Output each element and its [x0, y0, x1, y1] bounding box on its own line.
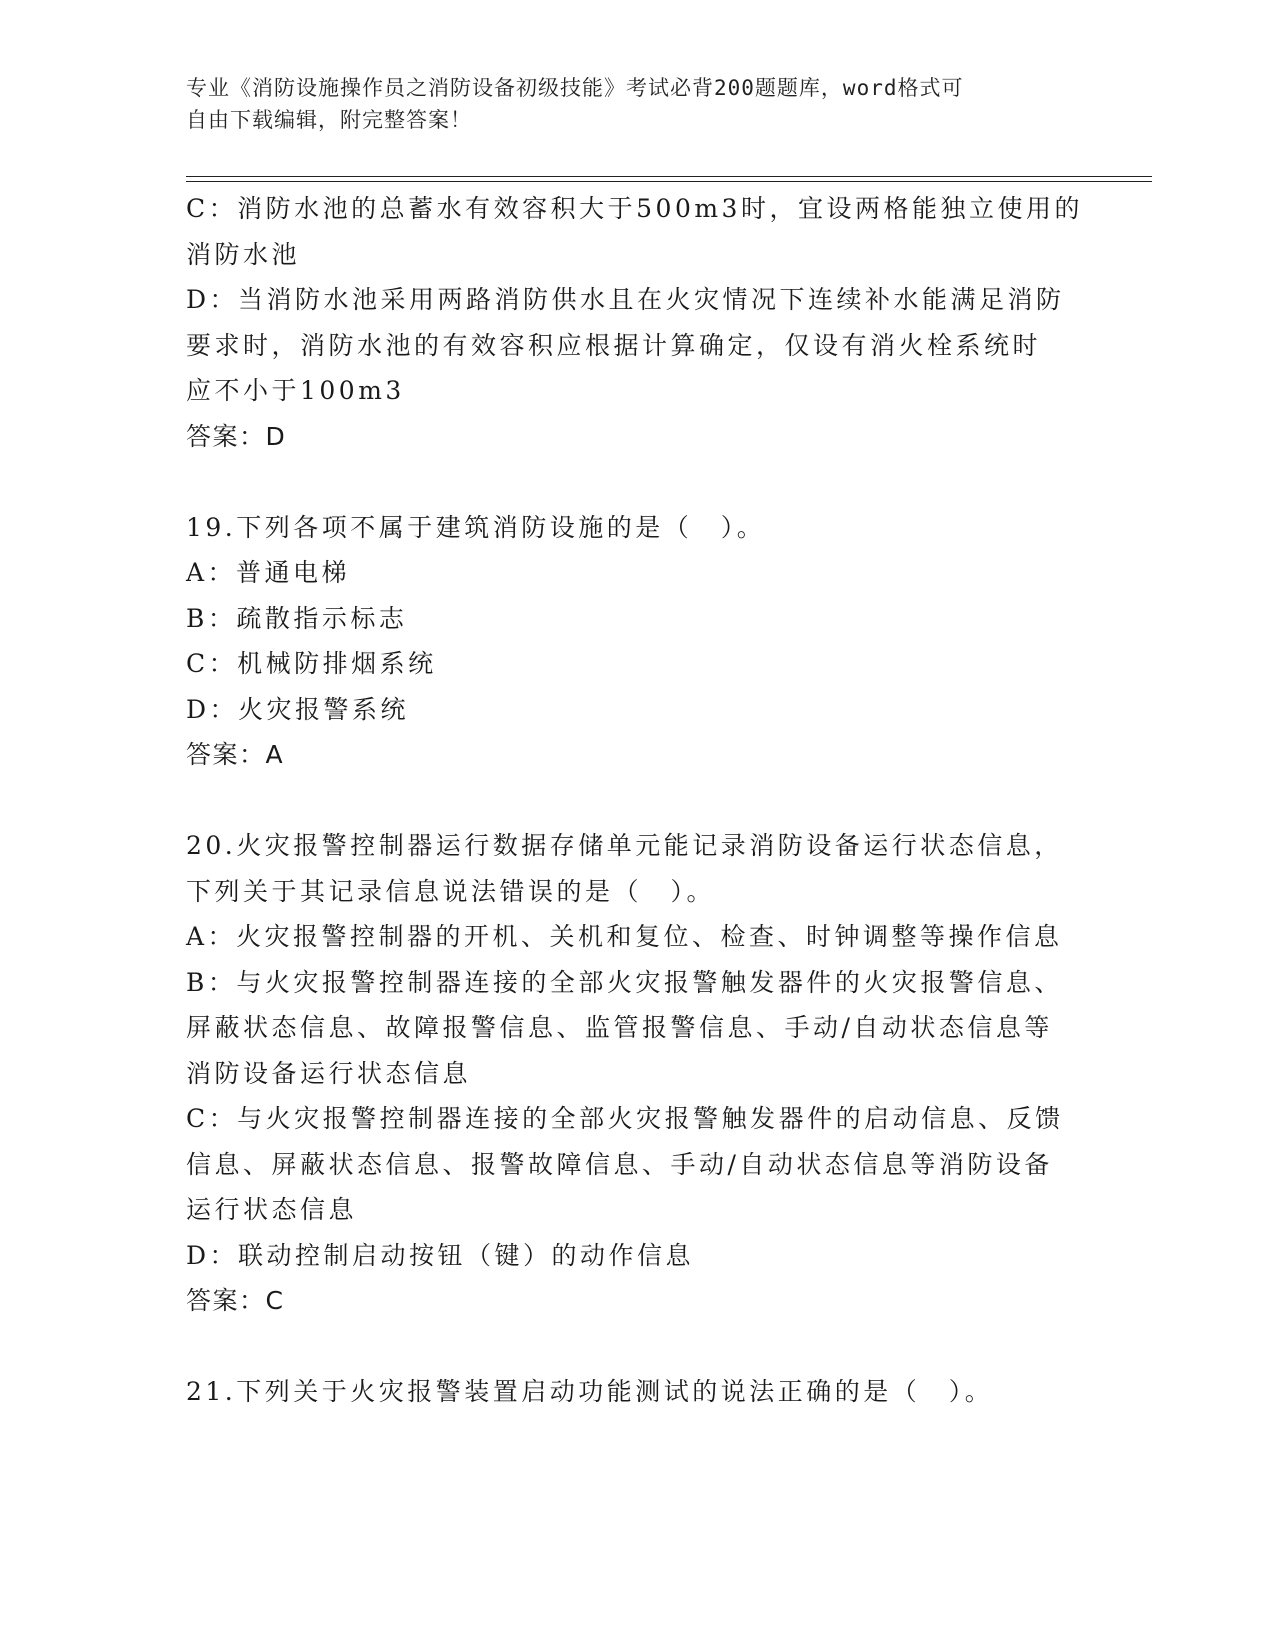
question-stem: 19.下列各项不属于建筑消防设施的是（ ）。 [186, 512, 766, 542]
option-a: A：普通电梯 [186, 558, 351, 587]
option-d: D：联动控制启动按钮（键）的动作信息 [186, 1240, 695, 1270]
option-c-line-1: C：消防水池的总蓄水有效容积大于500m3时，宜设两格能独立使用的 [186, 194, 1083, 223]
spacer [186, 778, 1086, 824]
option-b: B：疏散指示标志 [186, 603, 408, 633]
option-b-line-1: B：与火灾报警控制器连接的全部火灾报警触发器件的火灾报警信息、 [186, 967, 1063, 997]
option-d-line-2: 要求时，消防水池的有效容积应根据计算确定，仅设有消火栓系统时 [186, 330, 1042, 360]
header-divider [186, 176, 1152, 177]
answer-label: 答案：C [186, 1286, 285, 1315]
option-c-line-2: 消防水池 [186, 239, 301, 269]
option-b-line-3: 消防设备运行状态信息 [186, 1058, 472, 1088]
answer-label: 答案：D [186, 421, 287, 451]
question-19 [186, 505, 1086, 778]
header-divider-thin [186, 181, 1152, 182]
option-b-line-2: 屏蔽状态信息、故障报警信息、监管报警信息、手动/自动状态信息等 [186, 1013, 1053, 1042]
header-line-1: 专业《消防设施操作员之消防设备初级技能》考试必背200题题库，word格式可 [186, 76, 964, 100]
option-d-line-3: 应不小于100m3 [186, 376, 405, 405]
option-d: D：火灾报警系统 [186, 694, 410, 724]
option-c: C：机械防排烟系统 [186, 649, 437, 678]
question-20 [186, 823, 1086, 1324]
option-d-line-1: D：当消防水池采用两路消防供水且在火灾情况下连续补水能满足消防 [186, 285, 1065, 314]
document-body [186, 186, 1086, 1415]
page-header [186, 72, 1066, 136]
option-c-line-3: 运行状态信息 [186, 1195, 358, 1224]
answer-label: 答案：A [186, 740, 285, 769]
header-line-2: 自由下载编辑，附完整答案！ [186, 108, 472, 132]
question-18-tail [186, 186, 1086, 459]
option-c-line-1: C：与火灾报警控制器连接的全部火灾报警触发器件的启动信息、反馈 [186, 1104, 1064, 1133]
question-21 [186, 1369, 1086, 1415]
question-stem-line-2: 下列关于其记录信息说法错误的是（ ）。 [186, 876, 716, 906]
option-a: A：火灾报警控制器的开机、关机和复位、检查、时钟调整等操作信息 [186, 922, 1063, 951]
option-c-line-2: 信息、屏蔽状态信息、报警故障信息、手动/自动状态信息等消防设备 [186, 1149, 1053, 1179]
spacer [186, 459, 1086, 505]
spacer [186, 1324, 1086, 1370]
question-stem: 21.下列关于火灾报警装置启动功能测试的说法正确的是（ ）。 [186, 1377, 994, 1406]
question-stem-line-1: 20.火灾报警控制器运行数据存储单元能记录消防设备运行状态信息， [186, 831, 1063, 860]
